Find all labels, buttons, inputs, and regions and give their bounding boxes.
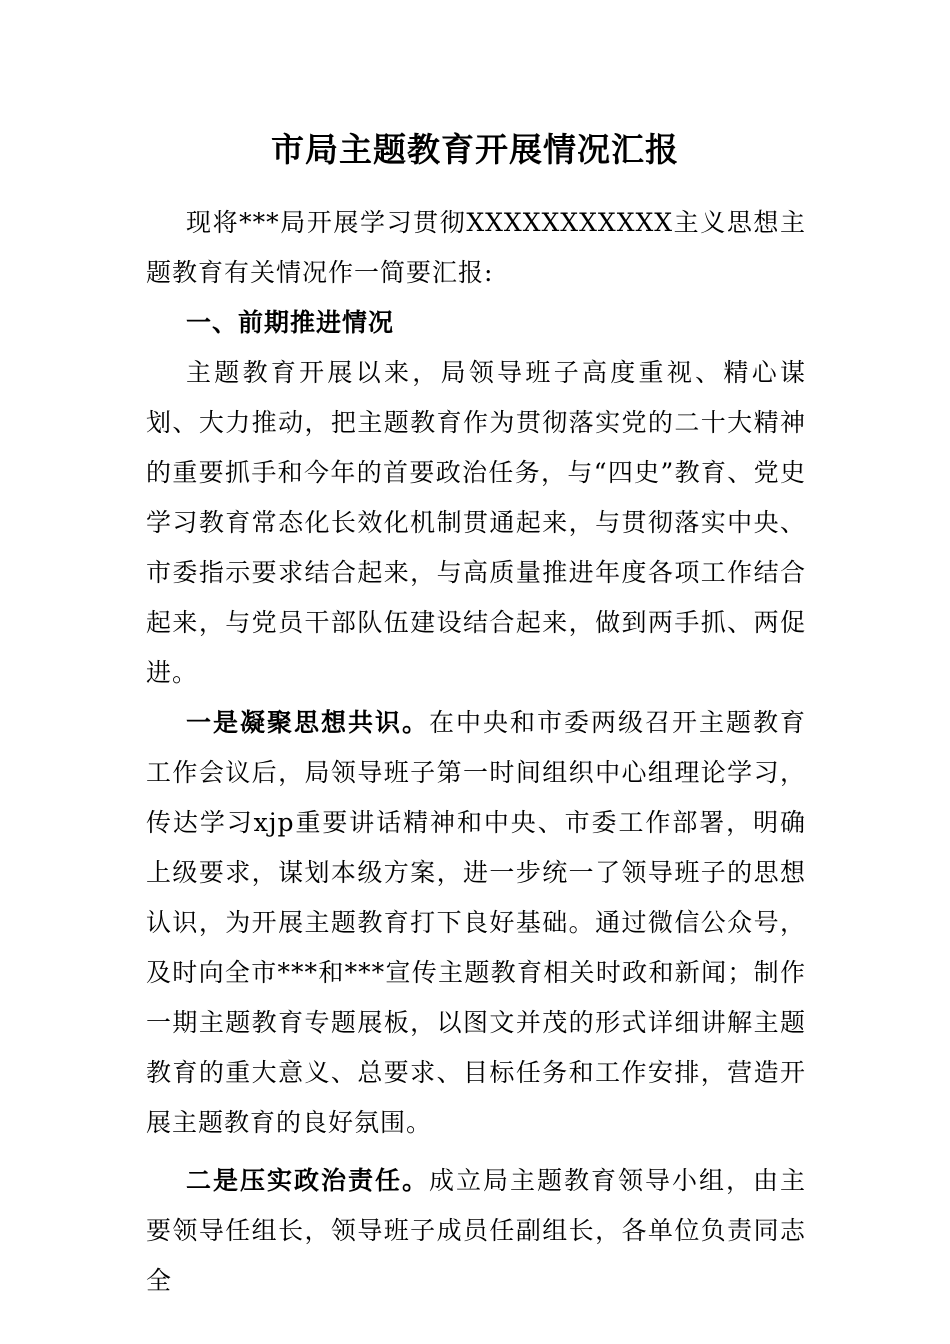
document-title: 市局主题教育开展情况汇报 — [271, 130, 679, 169]
point-one-text: 在中央和市委两级召开主题教育工作会议后，局领导班子第一时间组织中心组理论学习，传达学习xjp重要讲话精神和中央、市委工作部署，明确上级要求，谋划本级方案，进一步统一了领导班子的思想认识，为开展主题教育打下良好基础。通过微信公众号，及时向全市***和***宣传主题教育相关时政和新闻；制作一期主题教育专题展板，以图文并茂的形式详细讲解主题教育的重大意义、总要求、目标任务和工作安排，营造开展主题教育的良好氛围。 — [146, 708, 806, 1137]
point-one-paragraph — [146, 698, 806, 1148]
intro-paragraph: 现将***局开展学习贯彻XXXXXXXXXXX主义思想主题教育有关情况作一简要汇报: — [146, 208, 806, 287]
point-two-paragraph — [146, 1156, 806, 1306]
section-paragraph: 主题教育开展以来，局领导班子高度重视、精心谋划、大力推动，把主题教育作为贯彻落实党的二十大精神的重要抓手和今年的首要政治任务，与“四史”教育、党史学习教育常态化长效化机制贯通起来，与贯彻落实中央、市委指示要求结合起来，与高质量推进年度各项工作结合起来，与党员干部队伍建设结合起来，做到两手抓、两促进。 — [146, 358, 806, 687]
point-two-text: 成立局主题教育领导小组，由主要领导任组长，领导班子成员任副组长，各单位负责同志全 — [146, 1166, 806, 1295]
point-one-lead: 一是凝聚思想共识。 — [186, 708, 429, 737]
document-body — [146, 198, 806, 1306]
point-two-lead: 二是压实政治责任。 — [186, 1166, 429, 1195]
section-heading: 一、前期推进情况 — [186, 308, 395, 337]
